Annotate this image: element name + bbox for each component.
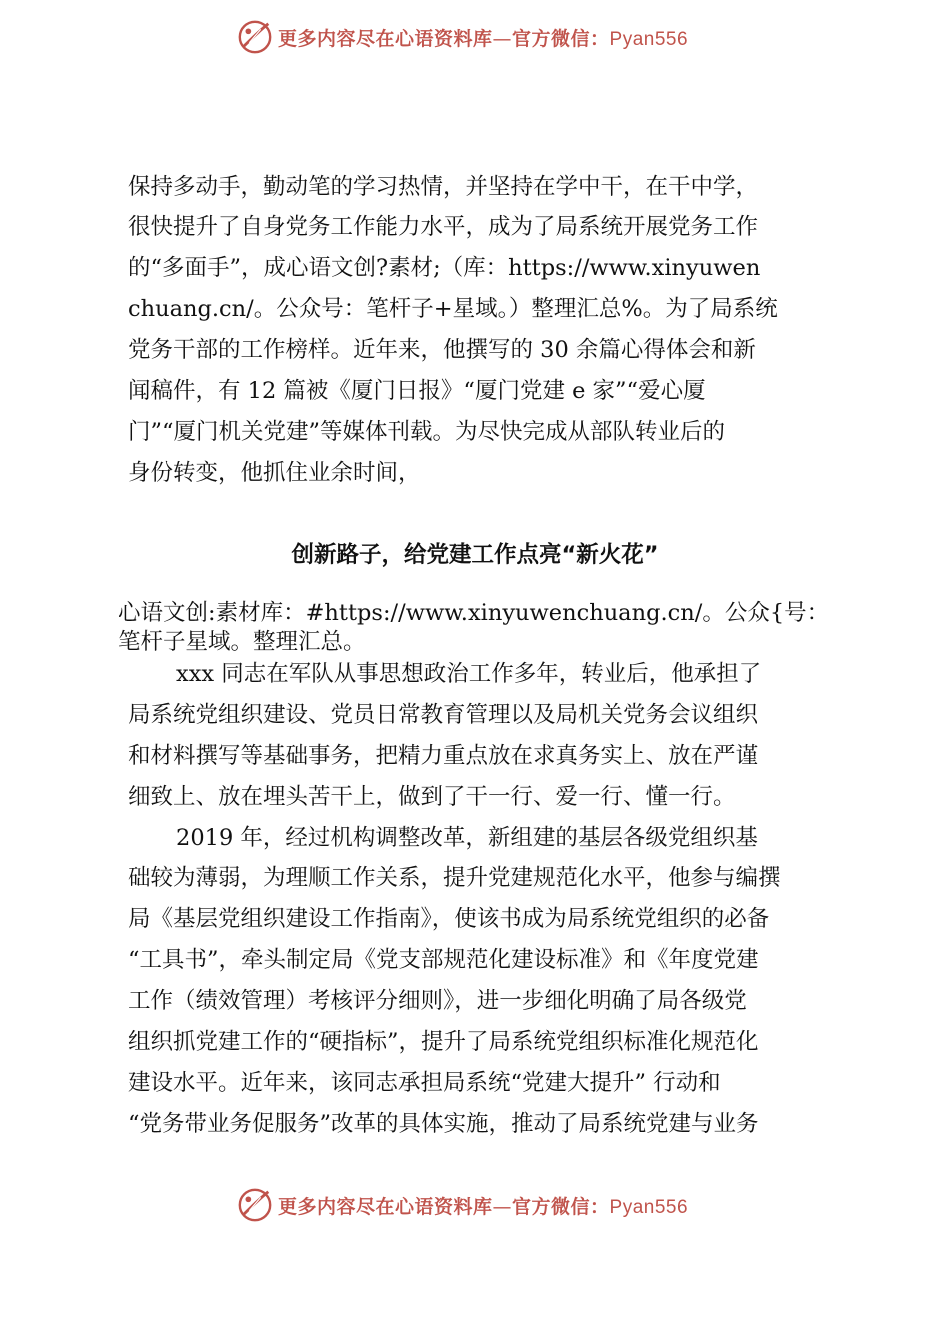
body-line: 和材料撰写等基础事务，把精力重点放在求真务实上、放在严谨 xyxy=(128,743,759,769)
banner-wechat-label: 官方微信： xyxy=(512,28,610,50)
body-line: 细致上、放在埋头苦干上，做到了干一行、爱一行、懂一行。 xyxy=(128,784,736,810)
body-line: 党务干部的工作榜样。近年来，他撰写的 30 余篇心得体会和新 xyxy=(128,337,756,363)
body-line: 很快提升了自身党务工作能力水平，成为了局系统开展党务工作 xyxy=(128,214,759,240)
pen-logo-icon xyxy=(236,1186,274,1224)
body-line: 建设水平。近年来，该同志承担局系统“党建大提升” 行动和 xyxy=(128,1070,721,1096)
banner-main-text: 更多内容尽在心语资料库 xyxy=(278,28,493,50)
body-line: 笔杆子星域。整理汇总。 xyxy=(118,629,366,655)
banner-separator: — xyxy=(492,1196,513,1218)
header-banner xyxy=(0,16,950,60)
footer-banner xyxy=(0,1184,950,1228)
body-line: 2019 年，经过机构调整改革，新组建的基层各级党组织基 xyxy=(176,825,758,851)
body-line: 门”“厦门机关党建”等媒体刊载。为尽快完成从部队转业后的 xyxy=(128,419,726,445)
banner-wechat-label: 官方微信： xyxy=(512,1196,610,1218)
body-line: 局《基层党组织建设工作指南》，使该书成为局系统党组织的必备 xyxy=(128,906,770,932)
body-line: 工作（绩效管理）考核评分细则》，进一步细化明确了局各级党 xyxy=(128,988,747,1014)
body-line: 身份转变，他抓住业余时间， xyxy=(128,460,421,486)
body-line: 础较为薄弱，为理顺工作关系，提升党建规范化水平，他参与编撰 xyxy=(128,865,781,891)
section-heading: 创新路子，给党建工作点亮“新火花” xyxy=(291,542,659,568)
body-line: 心语文创:素材库：#https://www.xinyuwenchuang.cn/。公众{号： xyxy=(118,600,830,626)
banner-separator: — xyxy=(492,28,513,50)
banner-text xyxy=(278,24,688,51)
banner-account: Pyan556 xyxy=(609,29,689,50)
body-line: 组织抓党建工作的“硬指标”，提升了局系统党组织标准化规范化 xyxy=(128,1029,759,1055)
body-line: “工具书”，牵头制定局《党支部规范化建设标准》和《年度党建 xyxy=(128,947,759,973)
body-line: 局系统党组织建设、党员日常教育管理以及局机关党务会议组织 xyxy=(128,702,759,728)
pen-logo-icon xyxy=(236,18,274,56)
body-line: “党务带业务促服务”改革的具体实施，推动了局系统党建与业务 xyxy=(128,1111,759,1137)
body-line: 保持多动手，勤动笔的学习热情，并坚持在学中干，在干中学， xyxy=(128,174,759,200)
banner-main-text: 更多内容尽在心语资料库 xyxy=(278,1196,493,1218)
body-line: 闻稿件，有 12 篇被《厦门日报》“厦门党建 e 家”“爱心厦 xyxy=(128,378,706,404)
banner-text xyxy=(278,1192,688,1219)
body-line: 的“多面手”，成心语文创?素材;（库：https://www.xinyuwen xyxy=(128,255,761,281)
body-line: chuang.cn/。公众号：笔杆子+星域。）整理汇总%。为了局系统 xyxy=(128,296,778,322)
banner-account: Pyan556 xyxy=(609,1197,689,1218)
body-line: xxx 同志在军队从事思想政治工作多年，转业后，他承担了 xyxy=(176,661,762,687)
